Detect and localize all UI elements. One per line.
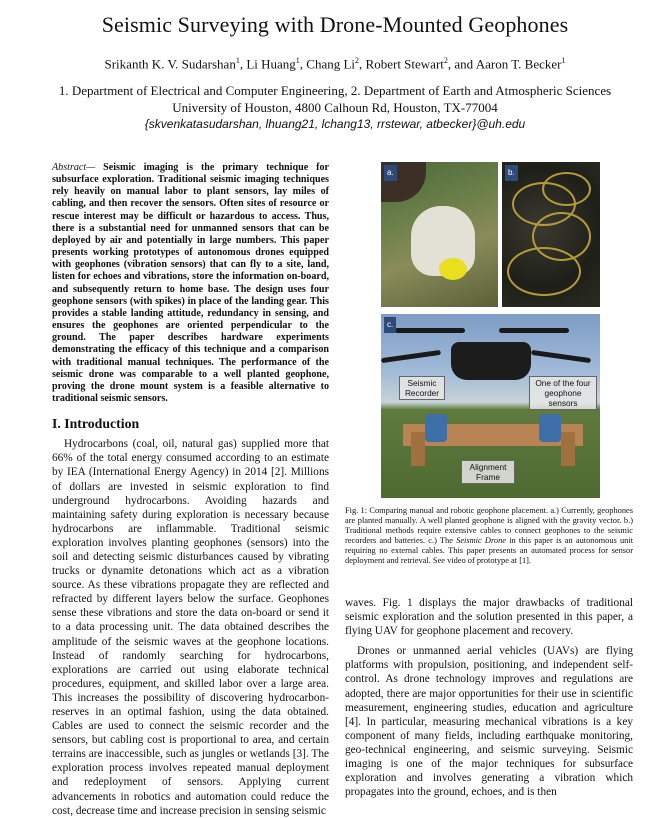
author-name: Chang Li	[306, 56, 356, 72]
drones-paragraph: Drones or unmanned aerial vehicles (UAVs) are flying platforms with propulsion, positioning, and independent self-control. As drone technology improves and regulations are adopted, there are major opportunities for their use in scientific measurement, engineering studies, education and agriculture [4]. In particular, measuring mechanical vibrations is a key component of many fields, including earthquake monitoring, geo-technical engineering, and seismic surveying. Seismic imaging is one of the major techniques for subsurface exploration and involves generating a vibration which propagates into the ground, echoes, and is then	[345, 645, 633, 799]
right-column-body	[345, 596, 633, 799]
geophone-sensor-label: One of the four geophone sensors	[529, 376, 597, 410]
author-affiliation-marker: 2	[443, 56, 448, 65]
paper-title: Seismic Surveying with Drone-Mounted Geophones	[101, 12, 569, 37]
frame-leg	[561, 432, 575, 466]
geophone-cylinder	[425, 414, 447, 442]
continued-paragraph: waves. Fig. 1 displays the major drawbacks of traditional seismic exploration and the solution presented in this paper, a flying UAV for geophone placement and recovery.	[345, 597, 633, 638]
author-affiliation-marker: 1	[561, 56, 566, 65]
author-affiliation-marker: 1	[295, 56, 300, 65]
author-name: Robert Stewart	[365, 56, 444, 72]
photo-seismic-drone	[381, 314, 600, 498]
drone-arm	[381, 350, 441, 363]
panel-c-label: c.	[384, 317, 396, 333]
author-list: Srikanth K. V. Sudarshan$^1$, Li Huang$^1$, Chang Li$^2$, Robert Stewart$^2$, and Aaron T. Becker$^1$	[104, 56, 566, 72]
propeller	[395, 328, 465, 333]
author-affiliation-marker: 2	[355, 56, 360, 65]
frame-leg	[411, 432, 425, 466]
author-emails: {skvenkatasudarshan, lhuang21, lchang13, rrstewar, atbecker}@uh.edu	[144, 117, 526, 131]
abstract-text: Seismic imaging is the primary technique for subsurface exploration. Traditional seismic imaging techniques rely heavily on manual labor to plant sensors, lay miles of cabling, and then recover the sensors. Often sites of resource or rescue interest may be difficult or hazardous to access. Thus, there is a substantial need for unmanned sensors that can be deployed by air and potentially in large numbers. This paper presents working prototypes of autonomous drones equipped with geophones (vibration sensors) that can fly to a site, land, listen for echoes and vibrations, store the information on-board, and subsequently return to home base. The design uses four geophone sensors (with spikes) in place of the landing gear. This provides a stable landing attitude, redundancy in sensing, and ensures the geophones are oriented perpendicular to the ground. The paper describes hardware experiments demonstrating the efficacy of this technique and a comparison with traditional manual techniques. The performance of the seismic drone was comparable to a well planted geophone, proving the drone mount system is a feasible alternative to traditional seismic sensors.	[52, 162, 329, 404]
drone-arm	[531, 350, 591, 363]
photo-manual-geophone-placement	[381, 162, 498, 307]
abstract-label: Abstract—	[52, 162, 96, 173]
alignment-frame-label: Alignment Frame	[461, 460, 515, 484]
affiliation-departments: 1. Department of Electrical and Computer Engineering, 2. Department of Earth and Atmospheric Sciences	[58, 83, 612, 98]
figure-1-caption: Fig. 1: Comparing manual and robotic geophone placement. a.) Currently, geophones are planted manually. A well planted geophone is aligned with the gravity vector. b.) Traditional methods require extensive cables to connect geophones to the seismic recorders and batteries. c.) The Seismic Drone in this paper is an autonomous unit requiring no external cables. This paper presents an automated process for sensor deployment and retrieval. See video of prototype at [1].	[345, 506, 634, 566]
cable-coil	[507, 247, 581, 296]
seismic-recorder-label: Seismic Recorder	[399, 376, 445, 400]
figure-1	[345, 162, 634, 566]
photo-geophone-cables	[502, 162, 600, 307]
left-column	[52, 162, 329, 818]
author-name: Aaron T. Becker	[475, 56, 562, 72]
geophone-shape	[439, 258, 467, 280]
affiliations	[0, 83, 670, 133]
introduction-paragraph: Hydrocarbons (coal, oil, natural gas) supplied more that 66% of the total energy consumed according to an estimate by IEA (International Energy Agency) in 2014 [2]. Millions of dollars are invested in seismic exploration to find underground hydrocarbons. Avoiding hazards and maintaining safety during exploration is necessary because hydrocarbons are inflammable. Traditional seismic exploration involves planting geophones (sensors) into the soil and detecting seismic disturbances caused by vibrating trucks or dynamite detonations which act as a vibration source. As these vibrations propagate they are reflected and refracted by different layers below the surface. Geophones sense these vibrations and store the data on-board or send it to a data processing unit. The data obtained describes the amplitude of the seismic waves at the geophone locations. Instead of randomly searching for hydrocarbons, explorations are carried out using elaborate technical procedures, equipment, and skilled labor over a large area. This increases the possibility of discovering hydrocarbon-reserves in an optimal fashion, using the data obtained. Cables are used to connect the seismic recorder and the sensors, but cabling cost is proportional to area, and certain terrains are inaccessible, such as jungles or wetlands [3]. The exploration process involves repeated manual deployment and redeployment of sensors. Applying current advancements in robotics and automation could reduce the cost, decrease time and increase precision in sensing seismic	[52, 438, 329, 817]
section-heading-introduction: I. Introduction	[52, 416, 140, 432]
panel-a-label: a.	[384, 165, 397, 181]
cable-coil	[542, 172, 591, 206]
abstract	[52, 162, 329, 405]
right-column	[345, 162, 634, 799]
author-name: Srikanth K. V. Sudarshan	[104, 56, 236, 72]
drone-body	[451, 342, 531, 380]
author-affiliation-marker: 1	[235, 56, 240, 65]
author-name: Li Huang	[246, 56, 296, 72]
geophone-cylinder	[539, 414, 561, 442]
panel-b-label: b.	[505, 165, 518, 181]
propeller	[499, 328, 569, 333]
affiliation-address: University of Houston, 4800 Calhoun Rd, Houston, TX-77004	[172, 99, 498, 115]
